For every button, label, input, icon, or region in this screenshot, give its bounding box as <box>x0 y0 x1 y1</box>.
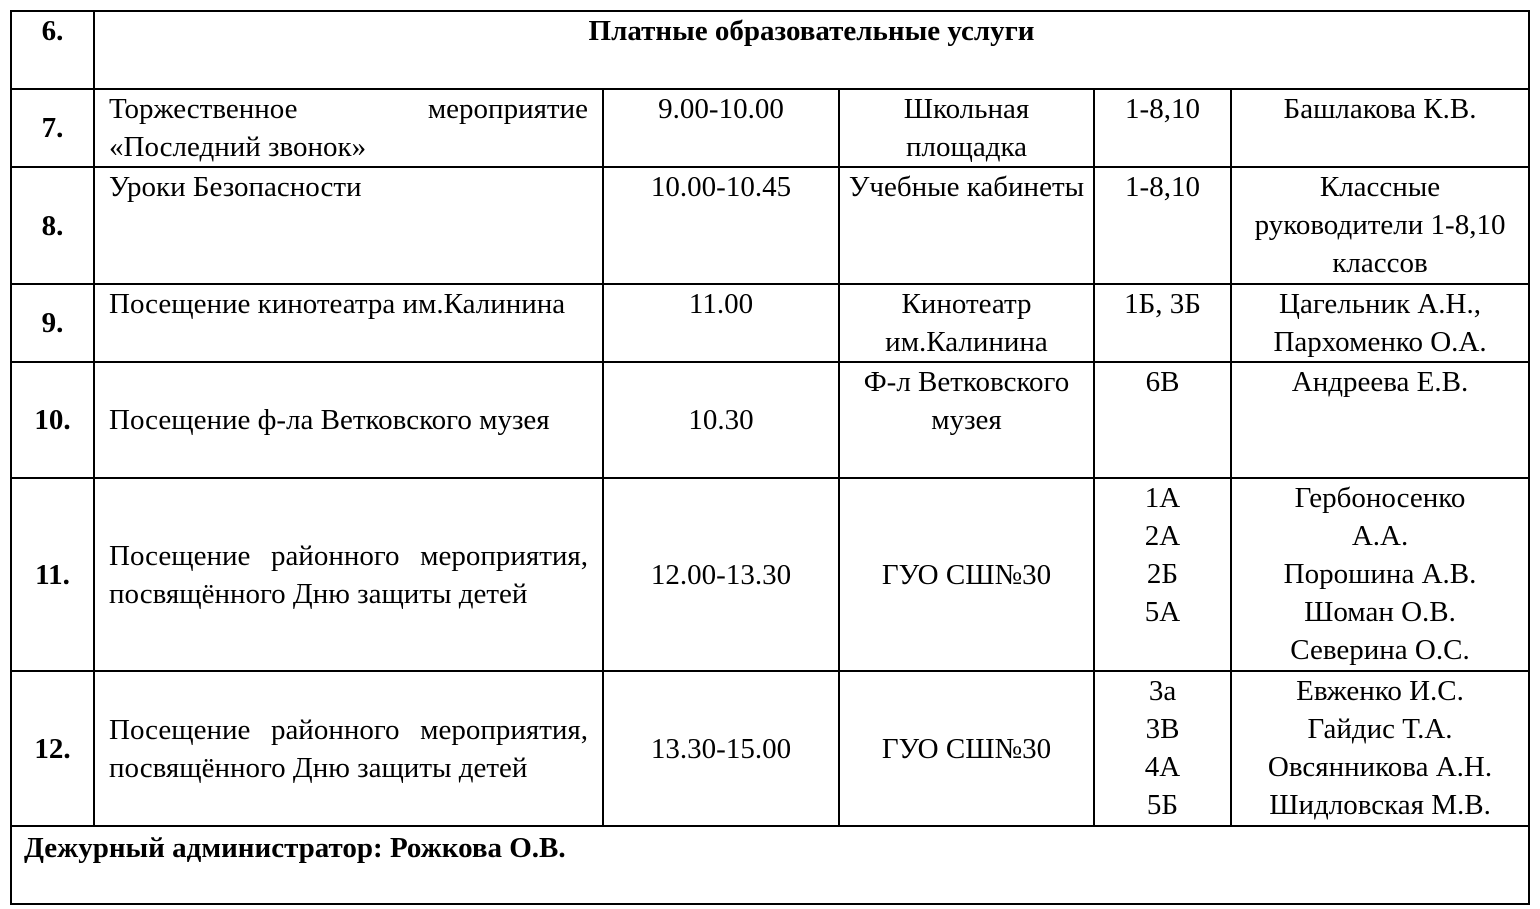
time-cell: 10.00-10.45 <box>603 167 839 284</box>
duty-administrator: Дежурный администратор: Рожкова О.В. <box>11 826 1529 904</box>
responsible-cell: Цагельник А.Н., Пархоменко О.А. <box>1231 284 1529 362</box>
responsible-cell: Классные руководители 1-8,10 классов <box>1231 167 1529 284</box>
responsible-cell <box>1231 671 1529 826</box>
event-cell: Торжественное мероприятие «Последний звонок» <box>94 89 603 167</box>
table-row <box>11 671 1529 826</box>
place-cell: ГУО СШ№30 <box>839 671 1094 826</box>
table-row <box>11 362 1529 478</box>
event-cell: Уроки Безопасности <box>94 167 603 284</box>
responsible-entry: Овсянникова А.Н. <box>1267 751 1493 783</box>
place-cell: Кинотеатр им.Калинина <box>839 284 1094 362</box>
event-cell: Посещение ф-ла Ветковского музея <box>94 362 603 478</box>
responsible-cell <box>1231 478 1529 671</box>
class-entry: 2Б <box>1146 558 1179 590</box>
classes-cell: 6В <box>1094 362 1231 478</box>
place-cell: Учебные кабинеты <box>839 167 1094 284</box>
table-row <box>11 167 1529 284</box>
place-cell: Школьная площадка <box>839 89 1094 167</box>
responsible-entry: Евженко И.С. <box>1296 675 1464 707</box>
class-entry: 2А <box>1144 520 1181 552</box>
class-entry: 4А <box>1144 751 1181 783</box>
responsible-entry: Порошина А.В. <box>1283 558 1477 590</box>
section-header-row <box>11 11 1529 89</box>
time-cell: 10.30 <box>603 362 839 478</box>
table-row <box>11 89 1529 167</box>
class-entry: 3а <box>1148 675 1177 707</box>
classes-cell <box>1094 478 1231 671</box>
classes-cell <box>1094 671 1231 826</box>
responsible-cell: Андреева Е.В. <box>1231 362 1529 478</box>
event-cell: Посещение районного мероприятия, посвящённого Дню защиты детей <box>94 671 603 826</box>
row-number: 11. <box>11 478 94 671</box>
responsible-entry: Шидловская М.В. <box>1269 789 1491 821</box>
class-entry: 1А <box>1144 482 1181 514</box>
responsible-entry: А.А. <box>1351 520 1409 552</box>
schedule-table <box>10 10 1530 905</box>
event-cell: Посещение кинотеатра им.Калинина <box>94 284 603 362</box>
row-number: 8. <box>11 167 94 284</box>
row-number: 12. <box>11 671 94 826</box>
responsible-entry: Гербоносенко <box>1294 482 1466 514</box>
time-cell: 13.30-15.00 <box>603 671 839 826</box>
time-cell: 12.00-13.30 <box>603 478 839 671</box>
classes-cell: 1Б, 3Б <box>1094 284 1231 362</box>
table-row <box>11 478 1529 671</box>
responsible-entry: Гайдис Т.А. <box>1307 713 1453 745</box>
classes-cell: 1-8,10 <box>1094 167 1231 284</box>
class-entry: 5Б <box>1146 789 1179 821</box>
footer-row <box>11 826 1529 904</box>
responsible-entry: Северина О.С. <box>1290 634 1470 666</box>
class-entry: 3В <box>1145 713 1180 745</box>
time-cell: 11.00 <box>603 284 839 362</box>
responsible-cell: Башлакова К.В. <box>1231 89 1529 167</box>
responsible-entry: Шоман О.В. <box>1304 596 1456 628</box>
place-cell: ГУО СШ№30 <box>839 478 1094 671</box>
time-cell: 9.00-10.00 <box>603 89 839 167</box>
classes-cell: 1-8,10 <box>1094 89 1231 167</box>
table-row <box>11 284 1529 362</box>
section-title: Платные образовательные услуги <box>94 11 1529 89</box>
row-number: 9. <box>11 284 94 362</box>
event-cell: Посещение районного мероприятия, посвящённого Дню защиты детей <box>94 478 603 671</box>
row-number: 7. <box>11 89 94 167</box>
place-cell: Ф-л Ветковского музея <box>839 362 1094 478</box>
row-number: 6. <box>11 11 94 89</box>
class-entry: 5А <box>1144 596 1181 628</box>
row-number: 10. <box>11 362 94 478</box>
